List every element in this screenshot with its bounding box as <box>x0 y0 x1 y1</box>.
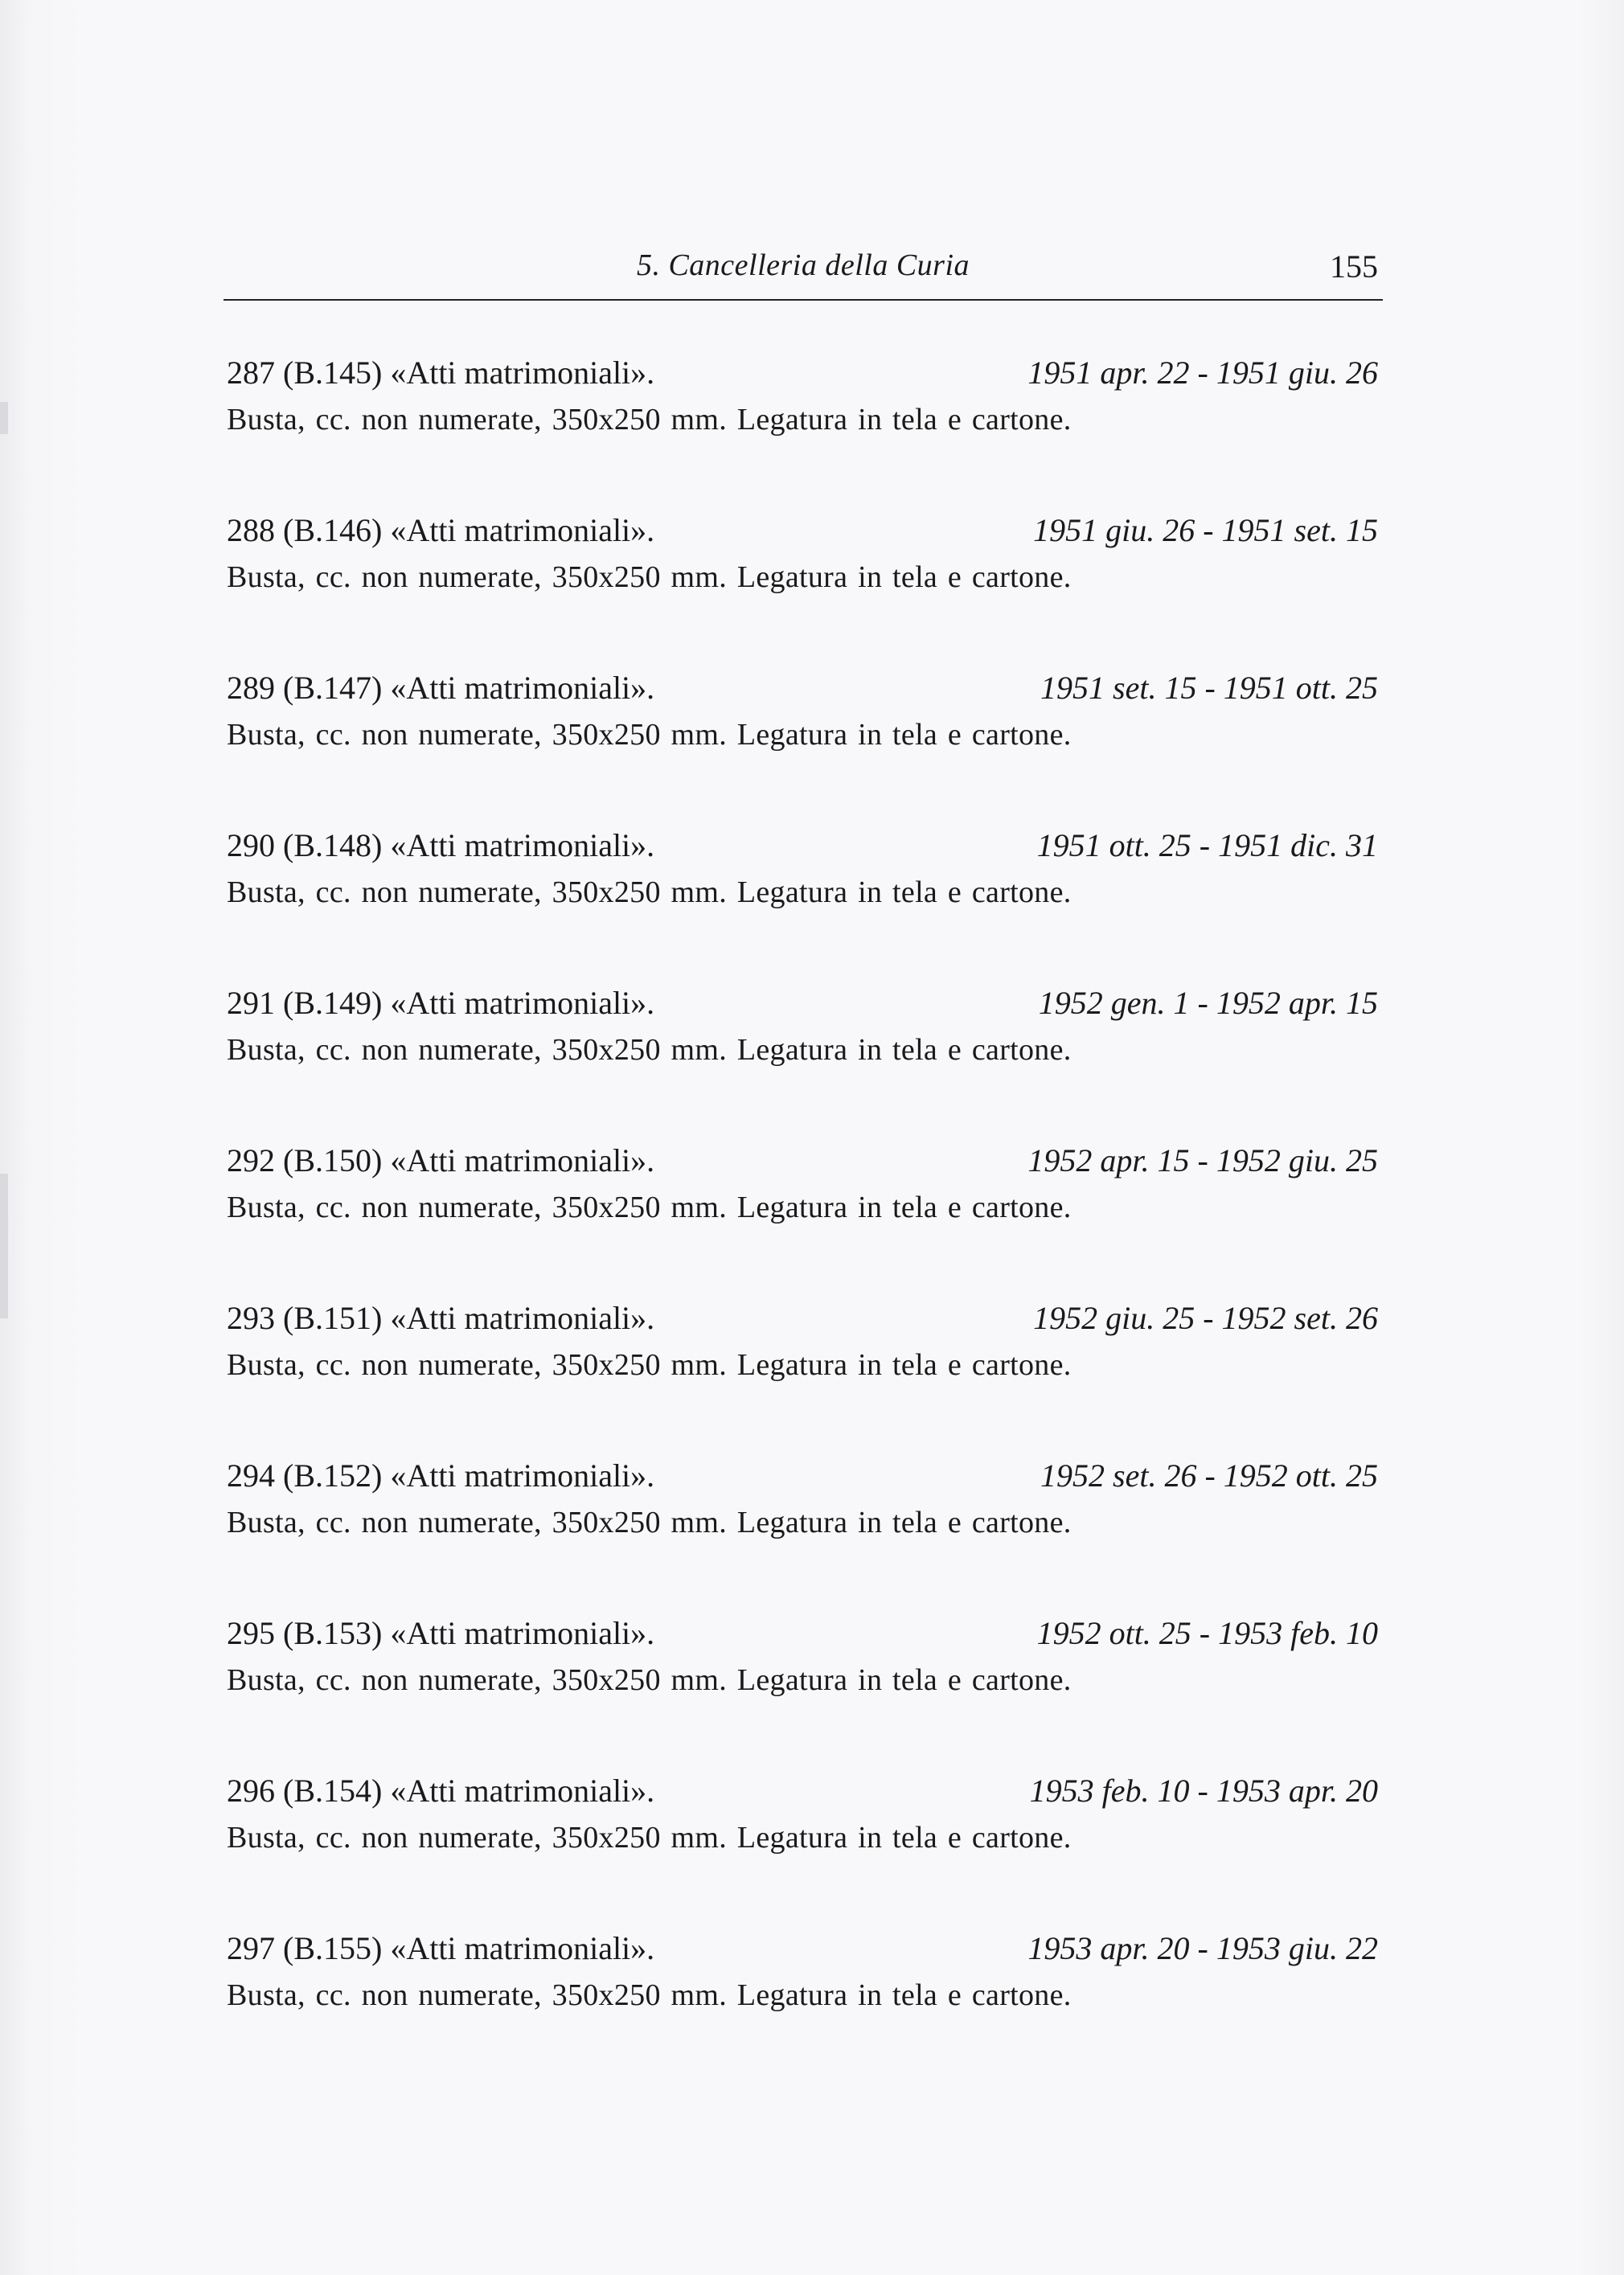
inventory-entry <box>227 976 1378 1133</box>
entry-date: 1952 set. 26 - 1952 ott. 25 <box>1040 1457 1378 1494</box>
entry-title: 291 (B.149) «Atti matrimoniali». <box>227 985 655 1021</box>
entry-title: 288 (B.146) «Atti matrimoniali». <box>227 512 655 548</box>
entry-title: 294 (B.152) «Atti matrimoniali». <box>227 1457 655 1494</box>
inventory-entry <box>227 1921 1378 2079</box>
inventory-entry <box>227 661 1378 818</box>
inventory-entry <box>227 1133 1378 1291</box>
header-title: 5. Cancelleria della Curia <box>636 248 970 282</box>
inventory-entry <box>227 1606 1378 1764</box>
entry-description: Busta, cc. non numerate, 350x250 mm. Legatura in tela e cartone. <box>227 1506 1072 1539</box>
entry-date: 1951 ott. 25 - 1951 dic. 31 <box>1036 827 1378 863</box>
inventory-entry <box>227 346 1378 503</box>
entry-title: 292 (B.150) «Atti matrimoniali». <box>227 1142 655 1178</box>
entry-date: 1952 gen. 1 - 1952 apr. 15 <box>1038 985 1378 1021</box>
entry-date: 1951 set. 15 - 1951 ott. 25 <box>1040 670 1378 706</box>
entry-description: Busta, cc. non numerate, 350x250 mm. Legatura in tela e cartone. <box>227 875 1072 909</box>
entry-title: 297 (B.155) «Atti matrimoniali». <box>227 1930 655 1966</box>
page-number: 155 <box>1330 248 1378 285</box>
entry-title: 296 (B.154) «Atti matrimoniali». <box>227 1773 655 1809</box>
entry-title: 287 (B.145) «Atti matrimoniali». <box>227 355 655 391</box>
entry-date: 1952 giu. 25 - 1952 set. 26 <box>1033 1300 1378 1336</box>
entry-date: 1953 feb. 10 - 1953 apr. 20 <box>1029 1773 1378 1809</box>
entry-description: Busta, cc. non numerate, 350x250 mm. Legatura in tela e cartone. <box>227 1978 1072 2012</box>
inventory-entry <box>227 818 1378 976</box>
entry-title: 290 (B.148) «Atti matrimoniali». <box>227 827 655 863</box>
entry-date: 1951 apr. 22 - 1951 giu. 26 <box>1027 355 1378 391</box>
entry-title: 293 (B.151) «Atti matrimoniali». <box>227 1300 655 1336</box>
inventory-entry <box>227 1291 1378 1449</box>
entry-date: 1952 apr. 15 - 1952 giu. 25 <box>1027 1142 1378 1178</box>
inventory-entry <box>227 1764 1378 1921</box>
entry-description: Busta, cc. non numerate, 350x250 mm. Legatura in tela e cartone. <box>227 1821 1072 1855</box>
entry-description: Busta, cc. non numerate, 350x250 mm. Legatura in tela e cartone. <box>227 403 1072 437</box>
page-edge-mark <box>0 1174 8 1318</box>
entry-description: Busta, cc. non numerate, 350x250 mm. Legatura in tela e cartone. <box>227 1348 1072 1382</box>
inventory-entry <box>227 503 1378 661</box>
entry-description: Busta, cc. non numerate, 350x250 mm. Legatura in tela e cartone. <box>227 1663 1072 1697</box>
inventory-entries <box>227 346 1378 2079</box>
inventory-entry <box>227 1449 1378 1606</box>
entry-title: 289 (B.147) «Atti matrimoniali». <box>227 670 655 706</box>
entry-date: 1952 ott. 25 - 1953 feb. 10 <box>1036 1615 1378 1651</box>
page-edge-mark <box>0 402 8 434</box>
entry-date: 1951 giu. 26 - 1951 set. 15 <box>1033 512 1378 548</box>
entry-description: Busta, cc. non numerate, 350x250 mm. Legatura in tela e cartone. <box>227 1191 1072 1224</box>
entry-date: 1953 apr. 20 - 1953 giu. 22 <box>1027 1930 1378 1966</box>
entry-description: Busta, cc. non numerate, 350x250 mm. Legatura in tela e cartone. <box>227 1033 1072 1067</box>
running-header <box>224 241 1383 301</box>
entry-title: 295 (B.153) «Atti matrimoniali». <box>227 1615 655 1651</box>
entry-description: Busta, cc. non numerate, 350x250 mm. Legatura in tela e cartone. <box>227 560 1072 594</box>
entry-description: Busta, cc. non numerate, 350x250 mm. Legatura in tela e cartone. <box>227 718 1072 752</box>
